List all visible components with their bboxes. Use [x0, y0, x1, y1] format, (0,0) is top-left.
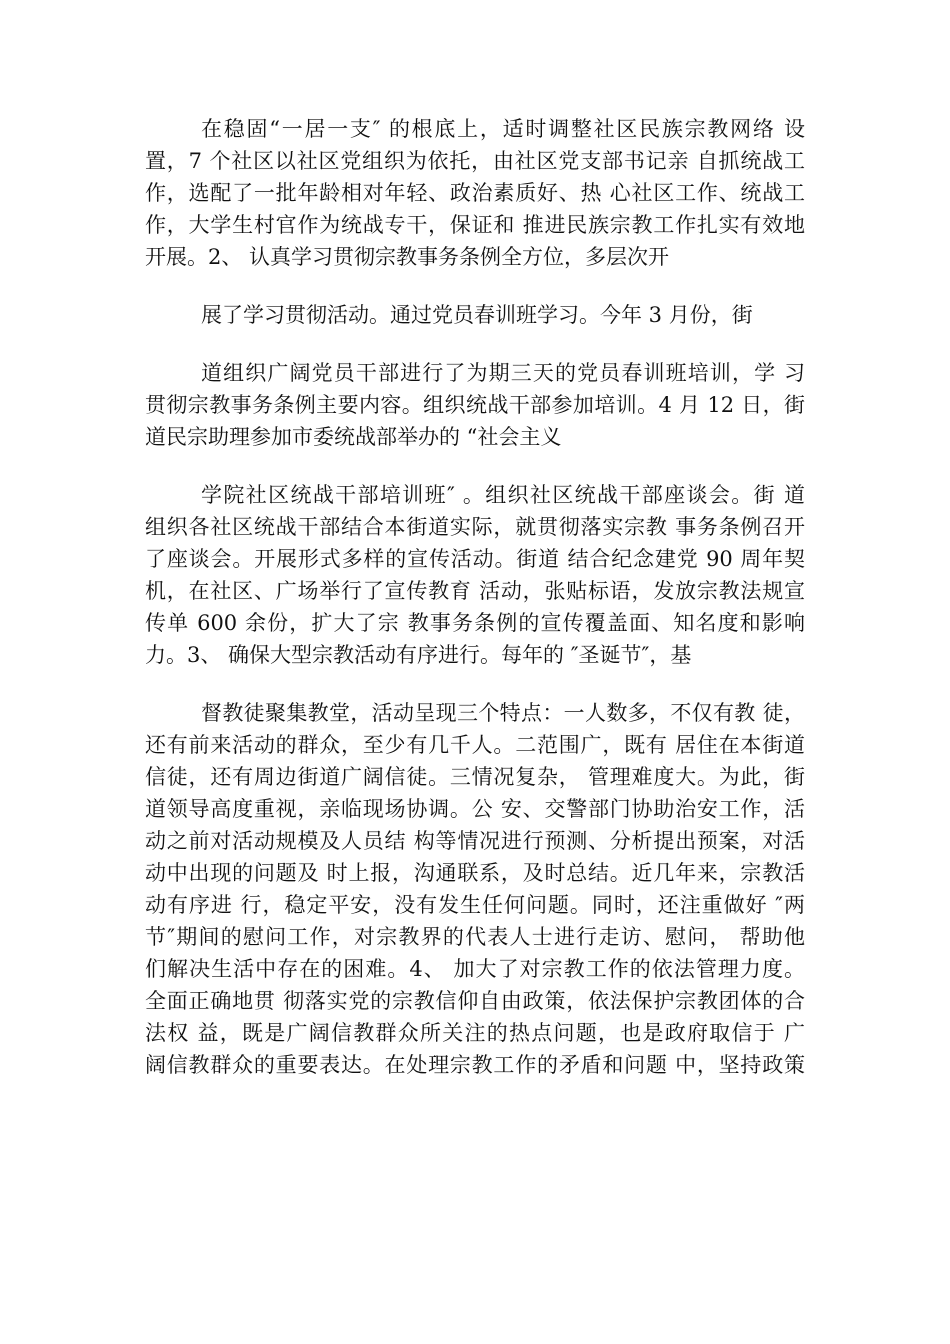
text-line: 动之前对活动规模及人员结 构等情况进行预测、分析提出预案，对活	[145, 829, 805, 853]
text-line: 信徒，还有周边街道广阔信徒。三情况复杂， 管理难度大。为此，街	[145, 765, 805, 789]
text-line: 学院社区统战干部培训班″ 。组织社区统战干部座谈会。街 道	[201, 483, 805, 507]
text-line: 全面正确地贯 彻落实党的宗教信仰自由政策，依法保护宗教团体的合	[145, 989, 805, 1013]
text-line: 道民宗助理参加市委统战部举办的 “社会主义	[145, 425, 562, 449]
text-line: 节″期间的慰问工作，对宗教界的代表人士进行走访、慰问， 帮助他	[145, 925, 805, 949]
text-line: 道领导高度重视，亲临现场协调。公 安、交警部门协助治安工作，活	[145, 797, 805, 821]
text-line: 督教徒聚集教堂，活动呈现三个特点：一人数多，不仅有教 徒，	[201, 701, 805, 725]
text-line: 开展。2、 认真学习贯彻宗教事务条例全方位，多层次开	[145, 245, 670, 269]
paragraph-3	[145, 357, 805, 453]
text-line: 作，大学生村官作为统战专干，保证和 推进民族宗教工作扎实有效地	[145, 213, 805, 237]
text-line: 在稳固“一居一支″ 的根底上，适时调整社区民族宗教网络 设	[201, 117, 805, 141]
document-body	[145, 113, 805, 1107]
text-line: 法权 益，既是广阔信教群众所关注的热点问题，也是政府取信于 广	[145, 1021, 805, 1045]
text-line: 道组织广阔党员干部进行了为期三天的党员春训班培训，学 习	[201, 361, 805, 385]
text-line: 还有前来活动的群众，至少有几千人。二范围广，既有 居住在本街道	[145, 733, 805, 757]
paragraph-4	[145, 479, 805, 671]
text-line: 传单 600 余份，扩大了宗 教事务条例的宣传覆盖面、知名度和影响	[145, 611, 805, 635]
paragraph-1	[145, 113, 805, 273]
text-line: 力。3、 确保大型宗教活动有序进行。每年的 ″圣诞节″，基	[145, 643, 692, 667]
text-line: 了座谈会。开展形式多样的宣传活动。街道 结合纪念建党 90 周年契	[145, 547, 805, 571]
text-line: 动有序进 行，稳定平安，没有发生任何问题。同时，还注重做好 ″两	[145, 893, 805, 917]
text-line: 机，在社区、广场举行了宣传教育 活动，张贴标语，发放宗教法规宣	[145, 579, 805, 603]
text-line: 展了学习贯彻活动。通过党员春训班学习。今年 3 月份，街	[201, 303, 753, 327]
text-line: 们解决生活中存在的困难。4、 加大了对宗教工作的依法管理力度。	[145, 957, 805, 981]
text-line: 阔信教群众的重要表达。在处理宗教工作的矛盾和问题 中，坚持政策	[145, 1053, 805, 1077]
paragraph-2	[145, 299, 805, 331]
text-line: 作，选配了一批年龄相对年轻、政治素质好、热 心社区工作、统战工	[145, 181, 805, 205]
text-line: 置，7 个社区以社区党组织为依托，由社区党支部书记亲 自抓统战工	[145, 149, 805, 173]
text-line: 动中出现的问题及 时上报，沟通联系，及时总结。近几年来，宗教活	[145, 861, 805, 885]
text-line: 贯彻宗教事务条例主要内容。组织统战干部参加培训。4 月 12 日，街	[145, 393, 805, 417]
text-line: 组织各社区统战干部结合本街道实际，就贯彻落实宗教 事务条例召开	[145, 515, 805, 539]
paragraph-5	[145, 697, 805, 1081]
